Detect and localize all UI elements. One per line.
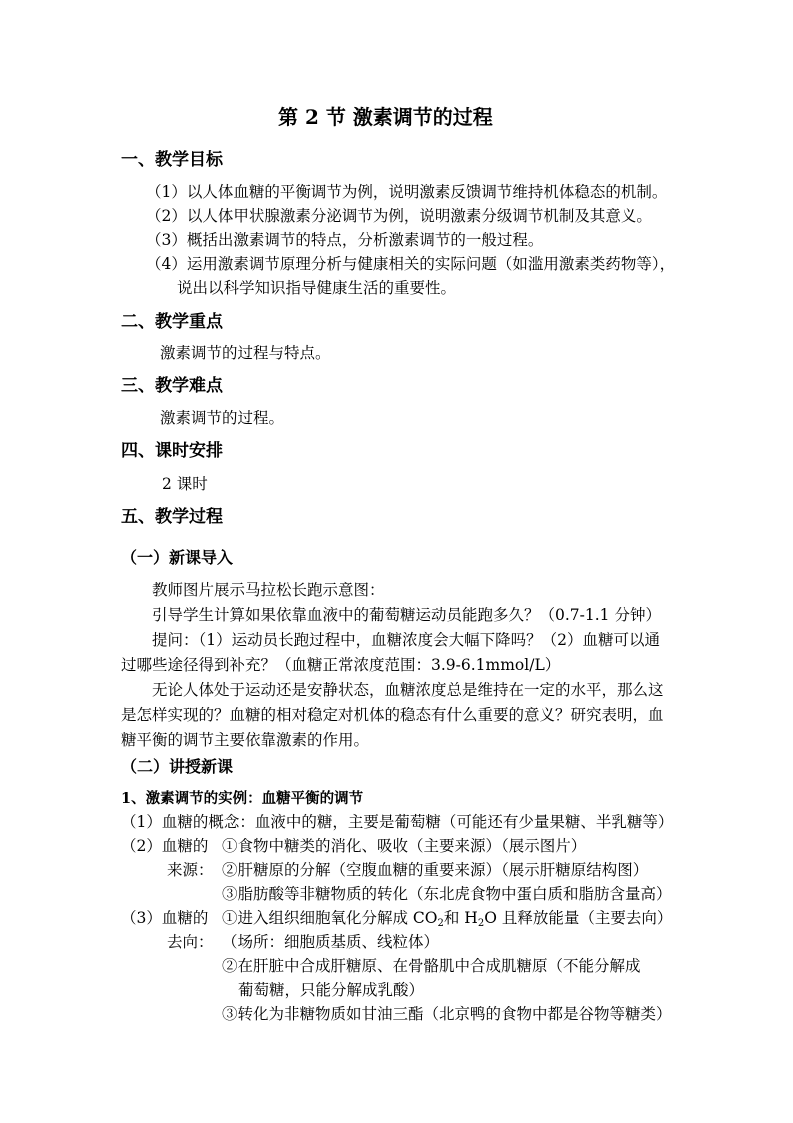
- subsection-heading-new-lesson: （二）讲授新课: [121, 757, 234, 776]
- section-heading-objectives: 一、教学目标: [121, 150, 223, 170]
- intro-line: 是怎样实现的？血糖的相对稳定对机体的稳态有什么重要的意义？研究表明，血: [121, 706, 664, 724]
- source-item: ①食物中糖类的消化、吸收（主要来源）（展示图片）: [222, 837, 587, 855]
- objective-item: （3）概括出激素调节的特点，分析激素调节的一般过程。: [146, 231, 544, 249]
- intro-line: 教师图片展示马拉松长跑示意图：: [152, 581, 385, 599]
- objective-item: （1）以人体血糖的平衡调节为例，说明激素反馈调节维持机体稳态的机制。: [146, 183, 668, 201]
- fate-item-continued: 葡萄糖，只能分解成乳酸）: [238, 981, 425, 999]
- intro-line: 无论人体处于运动还是安静状态，血糖浓度总是维持在一定的水平，那么这: [152, 681, 664, 699]
- fate-item: ②在肝脏中合成肝糖原、在骨骼肌中合成肌糖原（不能分解成: [222, 957, 641, 975]
- subsection-heading-intro: （一）新课导入: [121, 548, 234, 567]
- fate-label-continued: 去向：: [167, 933, 214, 951]
- blood-sugar-concept: （1）血糖的概念：血液中的糖，主要是葡萄糖（可能还有少量果糖、半乳糖等）: [121, 813, 674, 831]
- fate-item-note: （场所：细胞质基质、线粒体）: [222, 933, 440, 951]
- objective-item: （2）以人体甲状腺激素分泌调节为例，说明激素分级调节机制及其意义。: [146, 207, 652, 225]
- section-heading-key-points: 二、教学重点: [121, 312, 223, 332]
- fate-label: （3）血糖的: [121, 909, 209, 927]
- schedule-text: 2 课时: [162, 475, 208, 493]
- source-item: ②肝糖原的分解（空腹血糖的重要来源）（展示肝糖原结构图）: [222, 861, 649, 879]
- intro-line: 糖平衡的调节主要依靠激素的作用。: [121, 731, 370, 749]
- topic-heading: 1、激素调节的实例：血糖平衡的调节: [121, 790, 364, 807]
- section-heading-process: 五、教学过程: [121, 507, 223, 527]
- page-title: 第 2 节 激素调节的过程: [278, 105, 493, 129]
- objective-item-continued: 说出以科学知识指导健康生活的重要性。: [177, 279, 457, 297]
- intro-line: 引导学生计算如果依靠血液中的葡萄糖运动员能跑多久？（0.7-1.1 分钟）: [152, 606, 661, 624]
- section-heading-schedule: 四、课时安排: [121, 441, 223, 461]
- fate-item: ③转化为非糖物质如甘油三酯（北京鸭的食物中都是谷物等糖类）: [222, 1005, 672, 1023]
- key-points-text: 激素调节的过程与特点。: [160, 344, 331, 362]
- intro-line: 提问：（1）运动员长跑过程中，血糖浓度会大幅下降吗？（2）血糖可以通: [152, 631, 660, 649]
- objective-item: （4）运用激素调节原理分析与健康相关的实际问题（如滥用激素类药物等），: [146, 255, 676, 273]
- fate-item: ①进入组织细胞氧化分解成 CO2和 H2O 且释放能量（主要去向）: [222, 909, 673, 929]
- source-item: ③脂肪酸等非糖物质的转化（东北虎食物中蛋白质和脂肪含量高）: [222, 885, 672, 903]
- source-label: （2）血糖的: [121, 837, 209, 855]
- difficulties-text: 激素调节的过程。: [160, 409, 285, 427]
- source-label-continued: 来源：: [167, 861, 214, 879]
- intro-line: 过哪些途径得到补充？（血糖正常浓度范围：3.9-6.1mmol/L）: [121, 656, 561, 674]
- section-heading-difficulties: 三、教学难点: [121, 376, 223, 396]
